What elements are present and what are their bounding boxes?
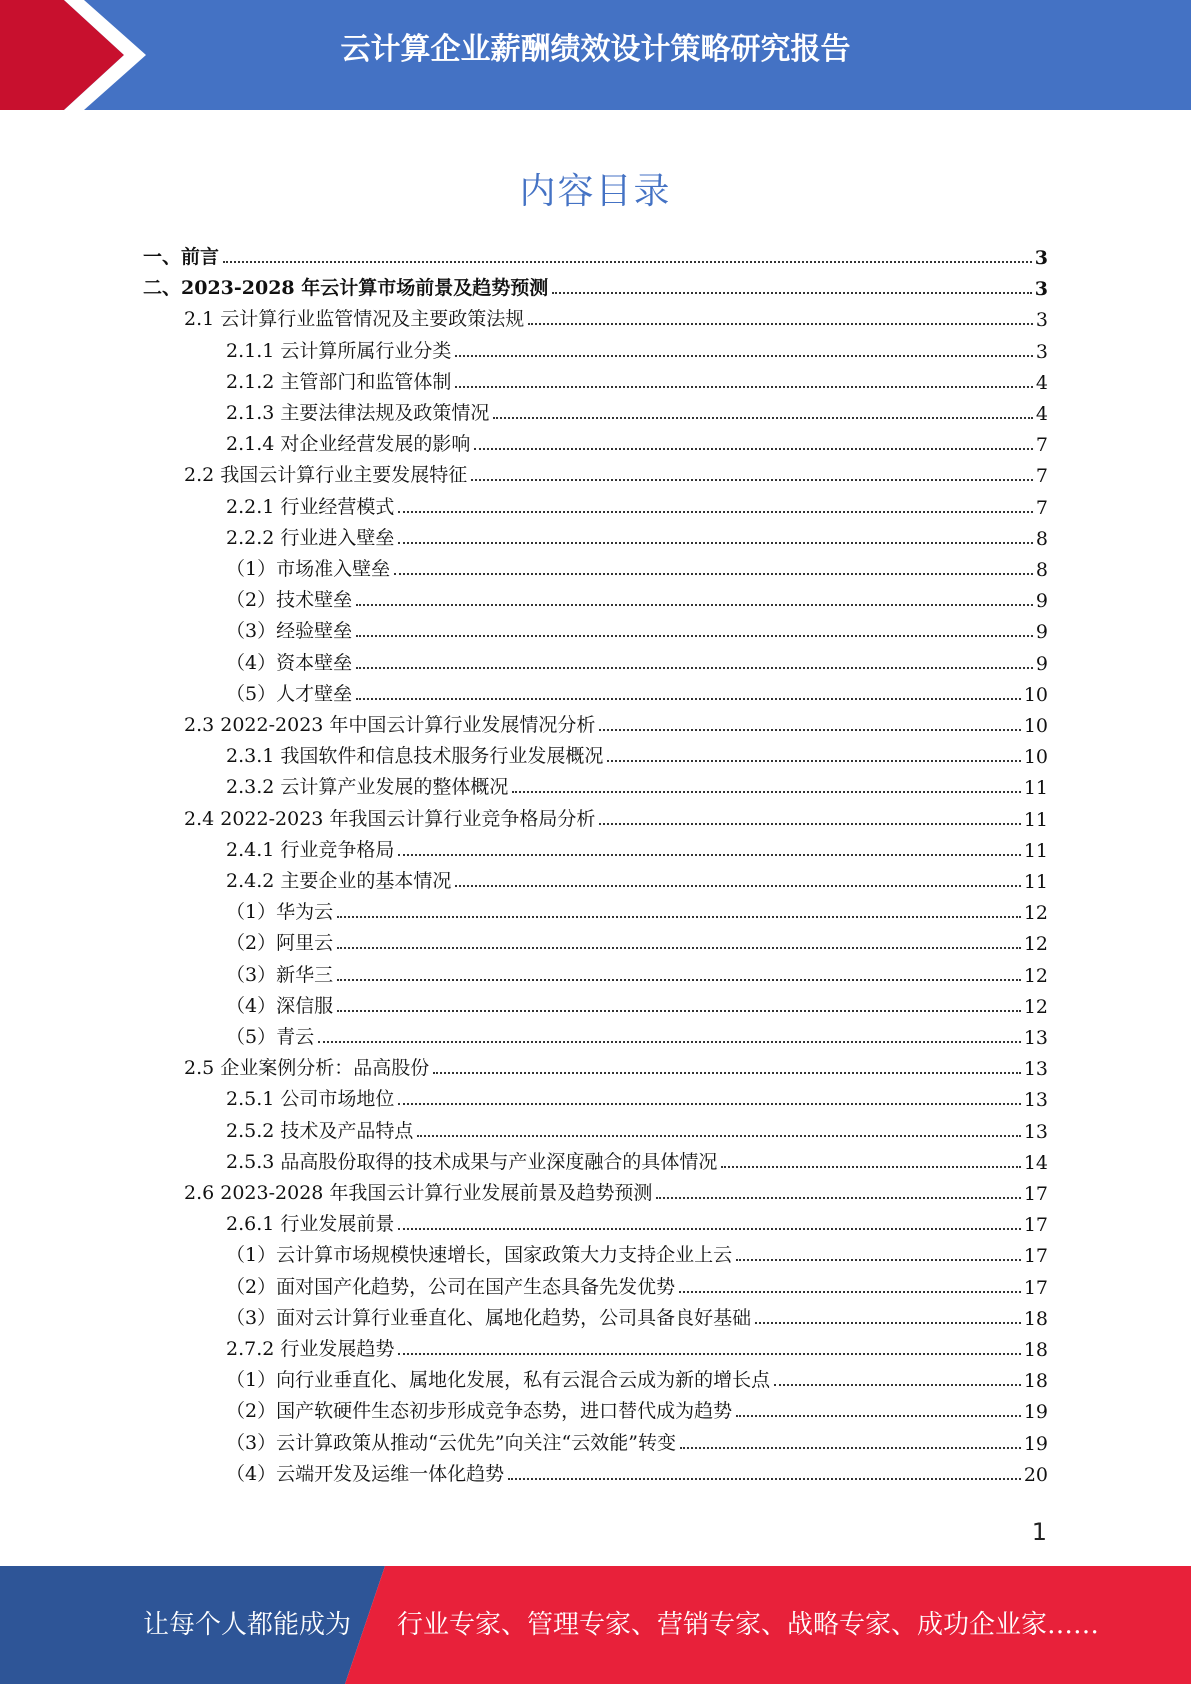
toc-dot-leader xyxy=(774,1384,1021,1386)
toc-dot-leader xyxy=(721,1166,1020,1168)
toc-dot-leader xyxy=(337,1010,1021,1012)
toc-entry[interactable] xyxy=(226,863,1048,893)
toc-dot-leader xyxy=(433,1072,1021,1074)
toc-entry-page: 8 xyxy=(1035,559,1048,581)
toc-entry[interactable] xyxy=(226,1300,1048,1330)
toc-entry[interactable] xyxy=(143,239,1048,269)
toc-entry-label: 2.1.2 主管部门和监管体制 xyxy=(226,370,452,393)
toc-entry-page: 3 xyxy=(1034,247,1048,269)
toc-entry-page: 10 xyxy=(1023,683,1048,706)
toc-entry-page: 17 xyxy=(1023,1214,1048,1237)
toc-entry-page: 10 xyxy=(1023,715,1048,737)
toc-entry[interactable] xyxy=(226,645,1048,675)
toc-entry-page: 13 xyxy=(1023,1027,1048,1049)
toc-entry[interactable] xyxy=(226,1456,1048,1486)
toc-entry[interactable] xyxy=(226,1393,1048,1423)
toc-entry-label: （4）资本壁垒 xyxy=(226,651,353,674)
toc-dot-leader xyxy=(398,854,1020,856)
toc-entry[interactable] xyxy=(143,270,1048,300)
toc-entry-label: 2.6 2023-2028 年我国云计算行业发展前景及趋势预测 xyxy=(184,1182,653,1204)
toc-entry-page: 12 xyxy=(1023,933,1048,956)
toc-entry-page: 10 xyxy=(1023,746,1048,769)
toc-dot-leader xyxy=(474,448,1033,450)
toc-entry[interactable] xyxy=(226,582,1048,612)
toc-entry-page: 14 xyxy=(1023,1151,1048,1174)
toc-entry-page: 11 xyxy=(1023,808,1048,831)
toc-entry[interactable] xyxy=(226,1019,1048,1049)
toc-entry[interactable] xyxy=(184,707,1048,737)
toc-entry-label: 2.2.2 行业进入壁垒 xyxy=(226,526,395,549)
toc-entry-page: 20 xyxy=(1023,1463,1048,1486)
toc-entry-page: 3 xyxy=(1035,340,1048,363)
toc-entry-label: （2）技术壁垒 xyxy=(226,589,353,612)
toc-entry-label: （1）市场准入壁垒 xyxy=(226,558,391,580)
toc-entry[interactable] xyxy=(226,551,1048,581)
toc-entry-page: 17 xyxy=(1023,1245,1048,1268)
toc-entry-label: （3）云计算政策从推动“云优先”向关注“云效能”转变 xyxy=(226,1431,676,1454)
toc-entry-label: （1）云计算市场规模快速增长，国家政策大力支持企业上云 xyxy=(226,1244,733,1267)
toc-entry-label: 一、前言 xyxy=(143,246,220,268)
toc-entry-page: 8 xyxy=(1035,527,1048,550)
toc-entry-page: 13 xyxy=(1023,1089,1048,1112)
toc-entry-page: 3 xyxy=(1034,278,1048,301)
toc-dot-leader xyxy=(398,511,1033,513)
toc-entry[interactable] xyxy=(226,1362,1048,1392)
toc-entry[interactable] xyxy=(226,988,1048,1018)
toc-entry-page: 7 xyxy=(1035,434,1048,457)
toc-entry-page: 3 xyxy=(1035,309,1048,332)
toc-entry-page: 13 xyxy=(1023,1120,1048,1143)
toc-dot-leader xyxy=(356,667,1033,669)
toc-dot-leader xyxy=(755,1322,1021,1324)
toc-entry[interactable] xyxy=(226,1425,1048,1455)
toc-dot-leader xyxy=(398,542,1033,544)
toc-entry-label: （4）云端开发及运维一体化趋势 xyxy=(226,1462,505,1485)
toc-dot-leader xyxy=(356,635,1033,637)
toc-dot-leader xyxy=(736,1415,1021,1417)
toc-entry-page: 11 xyxy=(1023,777,1048,800)
toc-entry-page: 18 xyxy=(1023,1370,1048,1393)
toc-entry-label: 2.5.1 公司市场地位 xyxy=(226,1088,395,1111)
toc-entry-label: （2）面对国产化趋势，公司在国产生态具备先发优势 xyxy=(226,1275,676,1298)
toc-entry-label: （3）新华三 xyxy=(226,963,334,986)
toc-entry-label: （5）人才壁垒 xyxy=(226,682,353,705)
toc-entry-page: 7 xyxy=(1035,496,1048,519)
toc-entry[interactable] xyxy=(184,301,1048,331)
toc-entry[interactable] xyxy=(226,333,1048,363)
toc-entry[interactable] xyxy=(226,1113,1048,1143)
toc-entry-page: 4 xyxy=(1035,403,1048,425)
toc-entry[interactable] xyxy=(184,1050,1048,1080)
toc-entry[interactable] xyxy=(226,613,1048,643)
toc-dot-leader xyxy=(356,698,1021,700)
toc-entry-page: 9 xyxy=(1035,621,1048,644)
toc-entry-label: 2.3.2 云计算产业发展的整体概况 xyxy=(226,776,509,799)
footer-banner xyxy=(0,1566,1191,1684)
toc-entry[interactable] xyxy=(226,676,1048,706)
toc-entry[interactable] xyxy=(226,1331,1048,1361)
toc-entry-page: 18 xyxy=(1023,1307,1048,1330)
toc-dot-leader xyxy=(656,1197,1020,1199)
toc-entry[interactable] xyxy=(226,520,1048,550)
toc-entry[interactable] xyxy=(226,364,1048,394)
toc-dot-leader xyxy=(552,292,1032,294)
toc-entry-page: 4 xyxy=(1035,371,1048,394)
toc-entry-label: 2.5.3 品高股份取得的技术成果与产业深度融合的具体情况 xyxy=(226,1150,718,1173)
toc-entry-page: 17 xyxy=(1023,1183,1048,1205)
toc-entry-label: （3）经验壁垒 xyxy=(226,620,353,643)
report-header xyxy=(0,0,1191,110)
toc-entry-page: 9 xyxy=(1035,652,1048,675)
toc-entry[interactable] xyxy=(226,1269,1048,1299)
toc-dot-leader xyxy=(471,479,1033,481)
toc-heading: 内容目录 xyxy=(519,171,672,212)
toc-entry-label: 2.4 2022-2023 年我国云计算行业竞争格局分析 xyxy=(184,807,596,830)
toc-entry-label: 2.4.2 主要企业的基本情况 xyxy=(226,870,452,892)
toc-dot-leader xyxy=(679,1291,1021,1293)
footer-slogan-right: 行业专家、管理专家、营销专家、战略专家、成功企业家…… xyxy=(397,1610,1100,1640)
toc-entry-label: 2.3.1 我国软件和信息技术服务行业发展概况 xyxy=(226,745,604,768)
toc-entry-label: 2.6.1 行业发展前景 xyxy=(226,1213,395,1236)
toc-entry-label: （1）华为云 xyxy=(226,901,334,924)
toc-dot-leader xyxy=(337,916,1021,918)
toc-entry[interactable] xyxy=(184,457,1048,487)
toc-entry-label: （5）青云 xyxy=(226,1026,315,1048)
toc-entry-label: 2.1.4 对企业经营发展的影响 xyxy=(226,433,471,456)
toc-entry-page: 19 xyxy=(1023,1401,1048,1424)
toc-entry-label: 2.5 企业案例分析：品高股份 xyxy=(184,1057,430,1080)
toc-entry[interactable] xyxy=(226,1237,1048,1267)
toc-entry-page: 12 xyxy=(1023,902,1048,925)
toc-dot-leader xyxy=(356,604,1033,606)
toc-dot-leader xyxy=(337,947,1021,949)
toc-entry-page: 13 xyxy=(1023,1058,1048,1081)
toc-entry-label: 2.2.1 行业经营模式 xyxy=(226,495,395,518)
toc-dot-leader xyxy=(599,823,1020,825)
toc-dot-leader xyxy=(512,791,1020,793)
toc-entry-page: 12 xyxy=(1023,995,1048,1018)
toc-entry-label: 2.1.1 云计算所属行业分类 xyxy=(226,339,452,362)
toc-entry-label: （3）面对云计算行业垂直化、属地化趋势，公司具备良好基础 xyxy=(226,1306,752,1329)
toc-entry-page: 17 xyxy=(1023,1276,1048,1299)
toc-entry[interactable] xyxy=(226,426,1048,456)
toc-entry-label: 2.3 2022-2023 年中国云计算行业发展情况分析 xyxy=(184,714,596,736)
toc-dot-leader xyxy=(398,1228,1020,1230)
toc-dot-leader xyxy=(736,1259,1021,1261)
toc-entry[interactable] xyxy=(226,957,1048,987)
toc-entry-page: 12 xyxy=(1023,964,1048,987)
toc-entry[interactable] xyxy=(226,925,1048,955)
toc-entry-label: 2.7.2 行业发展趋势 xyxy=(226,1338,395,1360)
toc-dot-leader xyxy=(398,1353,1020,1355)
toc-entry-label: （2）阿里云 xyxy=(226,932,334,955)
toc-entry[interactable] xyxy=(226,1206,1048,1236)
footer-slogan-left: 让每个人都能成为 xyxy=(143,1610,352,1640)
toc-entry[interactable] xyxy=(226,395,1048,425)
toc-entry-label: 二、2023-2028 年云计算市场前景及趋势预测 xyxy=(143,277,549,300)
toc-entry[interactable] xyxy=(226,894,1048,924)
report-title: 云计算企业薪酬绩效设计策略研究报告 xyxy=(340,32,851,67)
toc-entry-page: 18 xyxy=(1023,1339,1048,1361)
toc-entry-label: 2.1.3 主要法律法规及政策情况 xyxy=(226,402,490,424)
toc-entry-label: 2.4.1 行业竞争格局 xyxy=(226,838,395,861)
toc-entry-label: （4）深信服 xyxy=(226,994,334,1017)
toc-entry-label: 2.5.2 技术及产品特点 xyxy=(226,1119,414,1142)
toc-dot-leader xyxy=(528,323,1033,325)
toc-dot-leader xyxy=(318,1041,1021,1043)
toc-entry[interactable] xyxy=(184,1175,1048,1205)
toc-entry-label: 2.1 云计算行业监管情况及主要政策法规 xyxy=(184,308,525,331)
toc-dot-leader xyxy=(508,1478,1021,1480)
toc-entry[interactable] xyxy=(226,1081,1048,1111)
toc-dot-leader xyxy=(599,729,1020,731)
toc-dot-leader xyxy=(223,261,1032,263)
toc-entry[interactable] xyxy=(226,769,1048,799)
toc-entry-label: （1）向行业垂直化、属地化发展，私有云混合云成为新的增长点 xyxy=(226,1369,771,1392)
toc-dot-leader xyxy=(493,417,1033,419)
toc-entry[interactable] xyxy=(226,489,1048,519)
toc-entry-page: 11 xyxy=(1023,839,1048,862)
toc-dot-leader xyxy=(455,355,1033,357)
toc-dot-leader xyxy=(607,760,1020,762)
toc-entry[interactable] xyxy=(226,738,1048,768)
page-number: 1 xyxy=(1031,1518,1047,1546)
toc-entry-page: 19 xyxy=(1023,1432,1048,1455)
toc-dot-leader xyxy=(394,573,1033,575)
toc-dot-leader xyxy=(455,885,1020,887)
toc-entry[interactable] xyxy=(226,832,1048,862)
toc-entry-page: 9 xyxy=(1035,590,1048,613)
toc-entry[interactable] xyxy=(184,801,1048,831)
toc-dot-leader xyxy=(680,1447,1021,1449)
toc-entry-page: 7 xyxy=(1035,465,1048,488)
toc-dot-leader xyxy=(455,386,1033,388)
toc-dot-leader xyxy=(337,979,1021,981)
toc-entry-label: 2.2 我国云计算行业主要发展特征 xyxy=(184,464,468,487)
toc-entry[interactable] xyxy=(226,1144,1048,1174)
toc-entry-label: （2）国产软硬件生态初步形成竞争态势，进口替代成为趋势 xyxy=(226,1400,733,1423)
toc-dot-leader xyxy=(398,1103,1020,1105)
toc-dot-leader xyxy=(417,1135,1020,1137)
toc-entry-page: 11 xyxy=(1023,871,1048,893)
